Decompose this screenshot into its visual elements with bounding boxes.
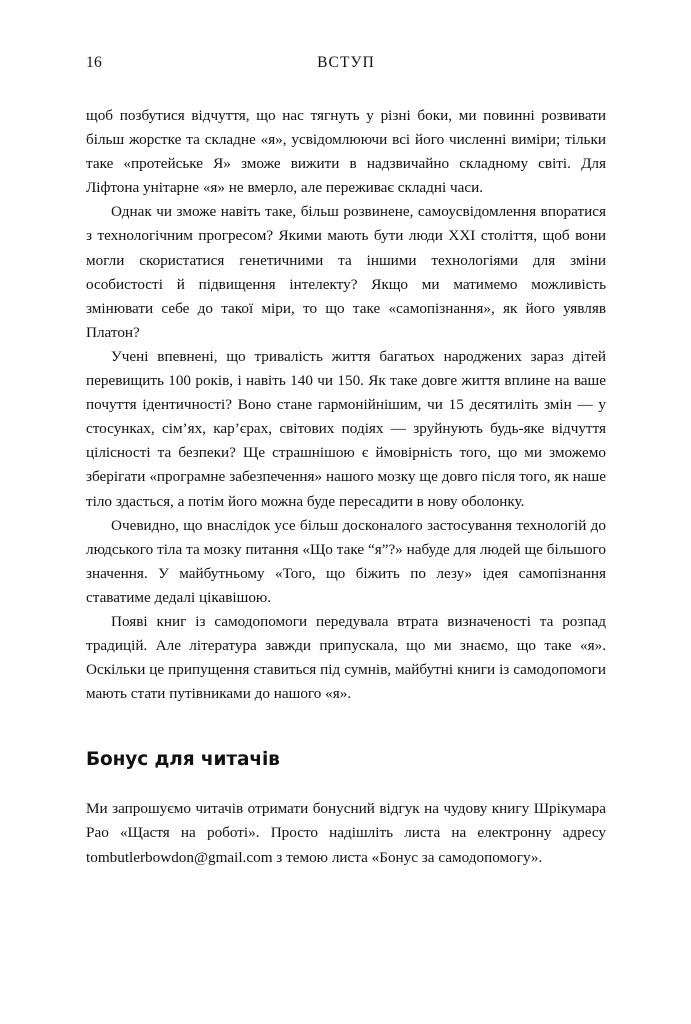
bonus-paragraph: Ми запрошуємо читачів отримати бонусний відгук на чудову книгу Шрікумара Рао «Щастя на роботі». Просто надішліть листа на електронну адресу tombutlerbowdon@gmail.com з темою листа «Бонус за самодопомогу». xyxy=(86,800,606,866)
section-heading-bonus: Бонус для читачів xyxy=(86,749,280,771)
text-column xyxy=(86,104,606,870)
body-paragraph: Учені впевнені, що тривалість життя багатьох народжених зараз дітей перевищить 100 років, і навіть 140 чи 150. Як таке довге життя вплине на ваше почуття ідентичності? Воно стане гармонійнішим, чи 15 десятиліть змін — у стосунках, сім’ях, кар’єрах, світових подіях — зруйнують будь-яке відчуття цілісності та безпеки? Ще страшнішою є ймовірність того, що ми зможемо зберігати «програмне забезпечення» нашого мозку ще довго після того, як наше тіло здасться, а потім його можна буде пересадити в нову оболонку. xyxy=(86,347,606,510)
heading-spacer-bottom xyxy=(86,772,606,797)
running-head-title: ВСТУП xyxy=(317,54,375,71)
running-head xyxy=(86,52,606,74)
page-number: 16 xyxy=(86,54,102,71)
body-paragraph: Очевидно, що внаслідок усе більш досконалого застосування технологій до людського тіла та мозку питання «Що таке “я”?» набуде для людей ще більшого значення. У майбутньому «Того, що біжить по лезу» ідея самопізнання ставатиме дедалі цікавішою. xyxy=(86,516,606,606)
body-paragraph: Однак чи зможе навіть таке, більш розвинене, самоусвідомлення впоратися з технологічним прогресом? Якими мають бути люди XXI століття, щоб вони могли скористатися генетичними та іншими технологіями для зміни особистості й підвищення інтелекту? Якщо ми матимемо можливість змінювати себе до такої міри, то що таке «самопізнання», як його уявляв Платон? xyxy=(86,203,606,341)
body-paragraph: Появі книг із самодопомоги передувала втрата визначеності та розпад традицій. Але література завжди припускала, що ми знаємо, що таке «я». Оскільки це припущення ставиться під сумнів, майбутні книги із самодопомоги мають стати путівниками до нашого «я». xyxy=(86,612,606,703)
heading-spacer-top xyxy=(86,706,606,748)
body-paragraph: щоб позбутися відчуття, що нас тягнуть у різні боки, ми повинні розвивати більш жорстке та складне «я», усвідомлюючи всі його численні виміри; тільки таке «протейське Я» зможе вижити в надзвичайно складному світі. Для Ліфтона унітарне «я» не вмерло, але переживає складні часи. xyxy=(86,107,606,197)
